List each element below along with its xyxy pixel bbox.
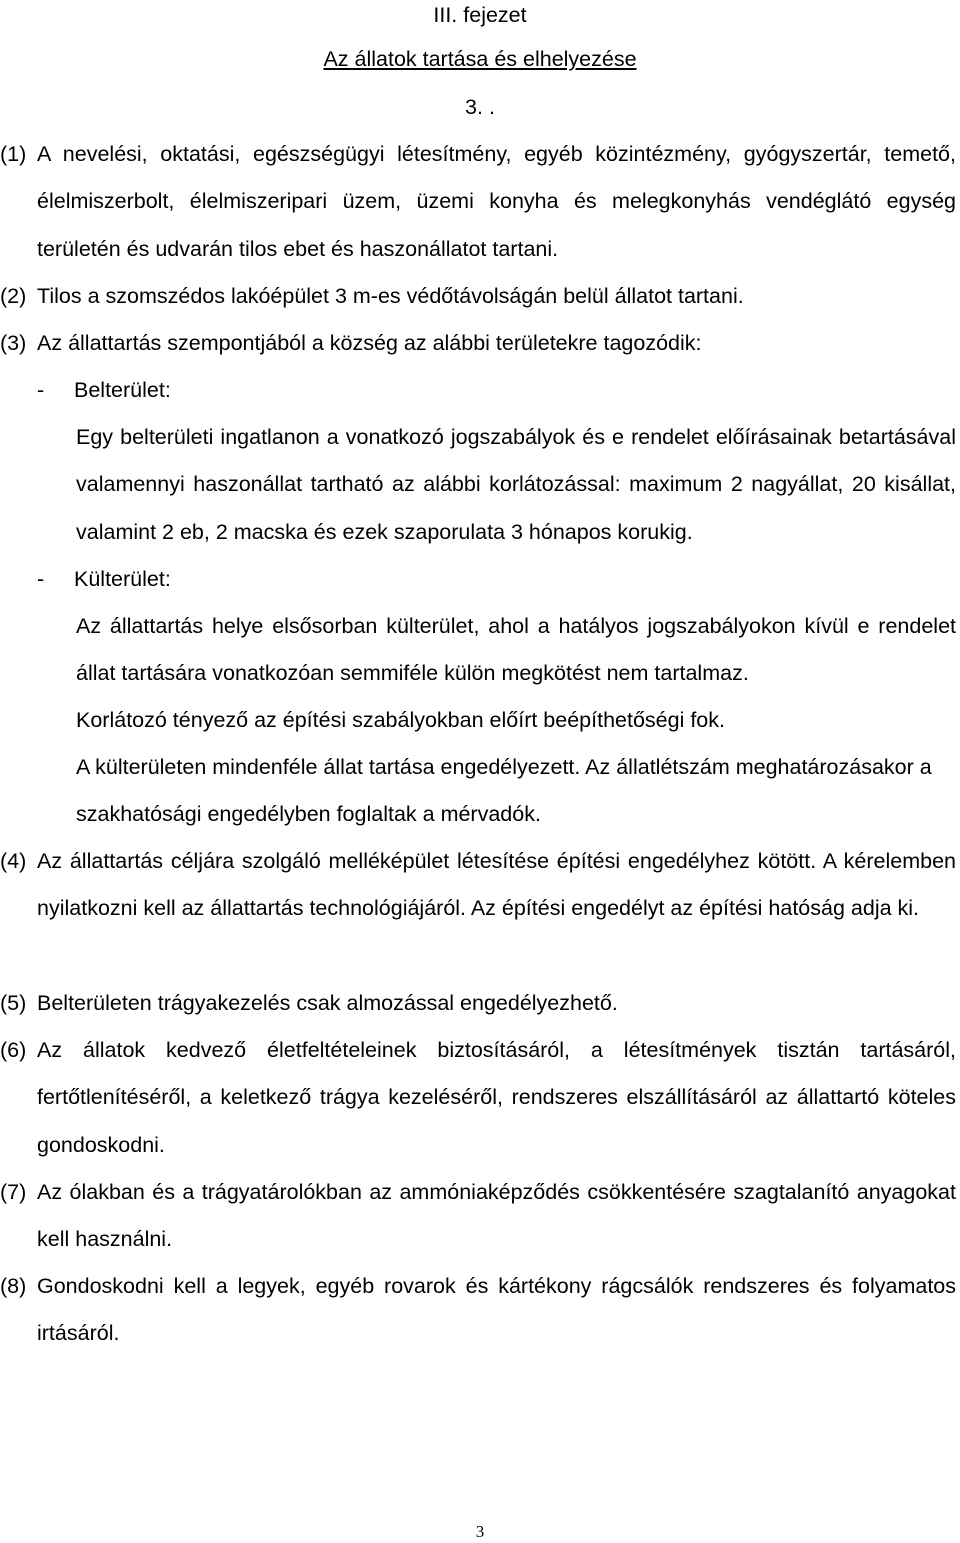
paragraph-text: Tilos a szomszédos lakóépület 3 m-es védőtávolságán belül állatot tartani. [37,284,744,308]
paragraph-number: (6) [0,1038,27,1062]
list-dash: - [37,567,45,591]
kulterulet-text-2: Korlátozó tényező az építési szabályokban előírt beépíthetőségi fok. [76,708,725,732]
paragraph-3 [0,320,956,367]
paragraph-number: (2) [0,284,27,308]
paragraph-number: (8) [0,1274,27,1298]
paragraph-text: Az ólakban és a trágyatárolókban az ammóniaképződés csökkentésére szagtalanító anyagokat kell használni. [37,1180,956,1252]
paragraph-8 [0,1263,956,1358]
paragraph-text: Az állattartás céljára szolgáló melléképület létesítése építési engedélyhez kötött. A kérelemben nyilatkozni kell az állattartás technológiájáról. Az építési engedélyt az építési hatóság adja ki. [37,849,956,921]
paragraph-6 [0,1027,956,1169]
belterulet-text: Egy belterületi ingatlanon a vonatkozó jogszabályok és e rendelet előírásainak betartásával valamennyi haszonállat tartható az alábbi korlátozással: maximum 2 nagyállat, 20 kisállat, valamint 2 eb, 2 macska és ezek szaporulata 3 hónapos korukig. [76,425,956,544]
list-label: Külterület: [74,567,171,591]
kulterulet-text-1: Az állattartás helye elsősorban külterület, ahol a hatályos jogszabályokon kívül e rendelet állat tartására vonatkozóan semmiféle külön megkötést nem tartalmaz. [76,614,956,686]
paragraph-number: (7) [0,1180,27,1204]
paragraph-7 [0,1169,956,1264]
chapter-heading: III. fejezet [433,3,527,27]
paragraph-text: Gondoskodni kell a legyek, egyéb rovarok és kártékony rágcsálók rendszeres és folyamatos irtásáról. [37,1274,956,1346]
paragraph-4 [0,838,956,980]
paragraph-number: (4) [0,849,27,873]
paragraph-text: Belterületen trágyakezelés csak almozással engedélyezhető. [37,991,618,1015]
list-item-belterulet [37,367,437,414]
list-dash: - [37,378,45,402]
paragraph-number: (5) [0,991,27,1015]
paragraph-2 [0,273,956,320]
list-item-kulterulet [37,556,437,603]
page-number: 3 [475,1522,485,1541]
paragraph-5 [0,980,956,1027]
paragraph-number: (3) [0,331,27,355]
chapter-title: Az állatok tartása és elhelyezése [323,47,637,71]
paragraph-1 [0,131,956,273]
paragraph-text: A nevelési, oktatási, egészségügyi létesítmény, egyéb közintézmény, gyógyszertár, temető, élelmiszerbolt, élelmiszeripari üzem, üzemi konyha és melegkonyhás vendéglátó egység területén és udvarán tilos ebet és haszonállatot tartani. [37,142,956,261]
paragraph-text: Az állatok kedvező életfeltételeinek biztosításáról, a létesítmények tisztán tartásáról, fertőtlenítéséről, a keletkező trágya kezeléséről, rendszeres elszállításáról az állattartó köteles gondoskodni. [37,1038,956,1157]
paragraph-text: Az állattartás szempontjából a község az alábbi területekre tagozódik: [37,331,702,355]
paragraph-number: (1) [0,142,27,166]
kulterulet-text-3: A külterületen mindenféle állat tartása engedélyezett. Az állatlétszám meghatározásakor a szakhatósági engedélyben foglaltak a mérvadók. [76,755,932,827]
list-label: Belterület: [74,378,171,402]
section-number: 3. . [465,95,495,119]
